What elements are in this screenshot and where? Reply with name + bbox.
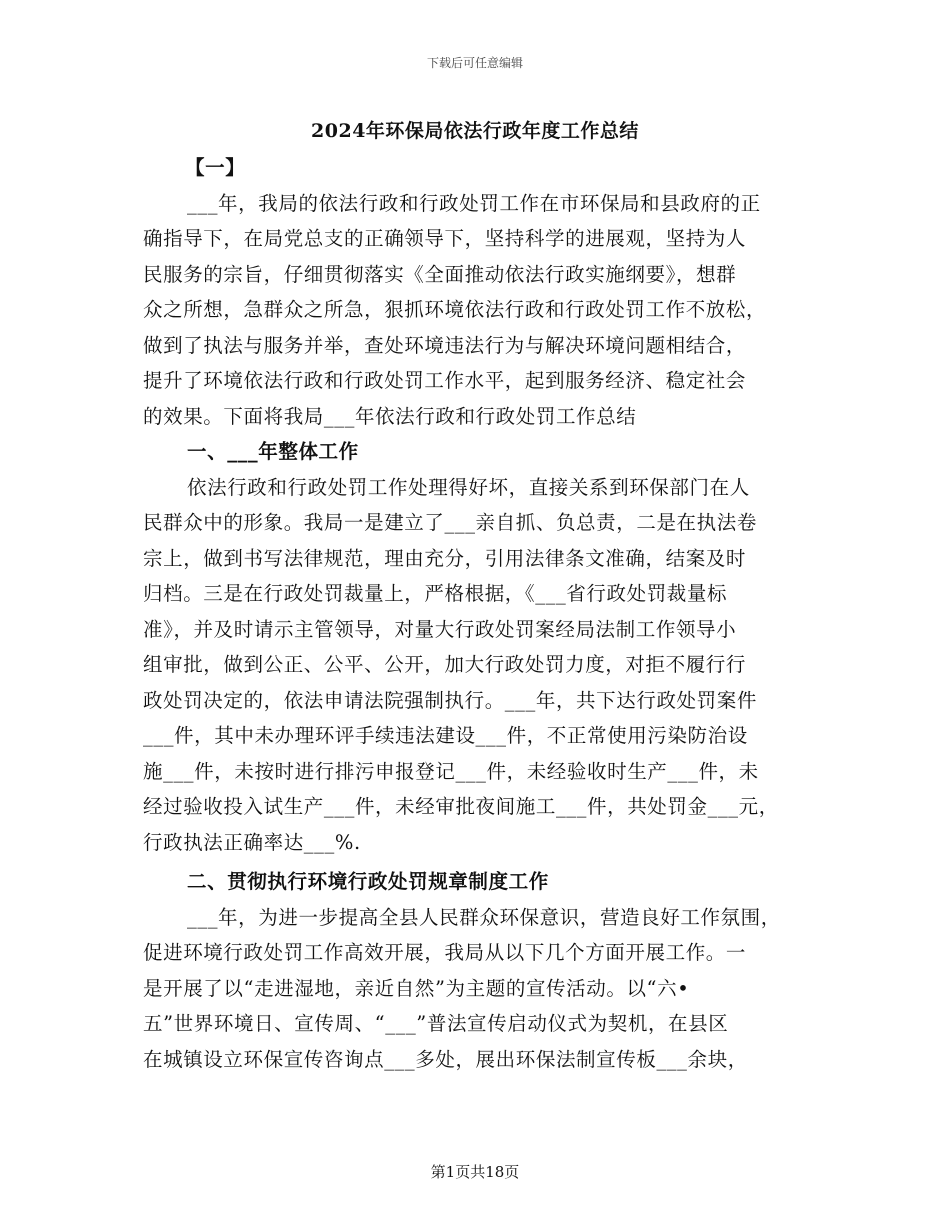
- paragraph-line: 的效果。下面将我局___年依法行政和行政处罚工作总结: [143, 404, 637, 428]
- page-footer: 第1页共18页: [430, 1163, 520, 1181]
- paragraph-line: 经过验收投入试生产___件，未经审批夜间施工___件，共处罚金___元，: [143, 795, 779, 818]
- paragraph-line: 提升了环境依法行政和行政处罚工作水平，起到服务经济、稳定社会: [143, 369, 747, 392]
- paragraph-line: 民群众中的形象。我局一是建立了___亲自抓、负总责，二是在执法卷: [143, 511, 757, 534]
- paragraph-line: 众之所想，急群众之所急，狠抓环境依法行政和行政处罚工作不放松，: [143, 298, 767, 321]
- paragraph-line: ___件，其中未办理环评手续违法建设___件，不正常使用污染防治设: [143, 724, 748, 747]
- document-body: [143, 150, 823, 1077]
- section-marker: 【一】: [185, 156, 246, 179]
- header-note: 下载后可任意编辑: [426, 56, 523, 70]
- paragraph-line: 确指导下，在局党总支的正确领导下，坚持科学的进展观，坚持为人: [143, 227, 747, 250]
- paragraph-line: 施___件，未按时进行排污申报登记___件，未经验收时生产___件，未: [143, 759, 759, 783]
- paragraph-line: 促进环境行政处罚工作高效开展，我局从以下几个方面开展工作。一: [143, 941, 747, 964]
- section-heading: 一、___年整体工作: [187, 440, 359, 463]
- paragraph-line: 组审批，做到公正、公平、公开，加大行政处罚力度，对拒不履行行: [143, 653, 747, 676]
- section-heading: 二、贯彻执行环境行政处罚规章制度工作: [187, 870, 549, 893]
- document-title: 2024年环保局依法行政年度工作总结: [311, 120, 639, 142]
- paragraph-line: 做到了执法与服务并举，查处环境违法行为与解决环境问题相结合，: [143, 333, 747, 357]
- paragraph-line: 五”世界环境日、宣传周、“___”普法宣传启动仪式为契机，在县区: [143, 1012, 729, 1035]
- paragraph-line: 行政执法正确率达___%.: [143, 830, 361, 854]
- paragraph-line: 在城镇设立环保宣传咨询点___多处，展出环保法制宣传板___余块，: [143, 1047, 748, 1071]
- paragraph-line: 准》，并及时请示主管领导，对量大行政处罚案经局法制工作领导小: [143, 617, 737, 641]
- paragraph-line: 宗上，做到书写法律规范，理由充分，引用法律条文准确，结案及时: [143, 546, 747, 570]
- paragraph-line: 是开展了以“走进湿地，亲近自然”为主题的宣传活动。以“六•: [143, 976, 690, 1000]
- paragraph-line: 民服务的宗旨，仔细贯彻落实《全面推动依法行政实施纲要》，想群: [143, 262, 737, 286]
- paragraph-line: 依法行政和行政处罚工作处理得好坏，直接关系到环保部门在人: [187, 475, 750, 499]
- paragraph-line: 归档。三是在行政处罚裁量上，严格根据，《___省行政处罚裁量标: [143, 582, 728, 605]
- paragraph-line: ___年，我局的依法行政和行政处罚工作在市环保局和县政府的正: [187, 191, 761, 215]
- paragraph-line: 政处罚决定的，依法申请法院强制执行。___年，共下达行政处罚案件: [143, 688, 757, 712]
- paragraph-line: ___年，为进一步提高全县人民群众环保意识，营造良好工作氛围，: [187, 905, 781, 929]
